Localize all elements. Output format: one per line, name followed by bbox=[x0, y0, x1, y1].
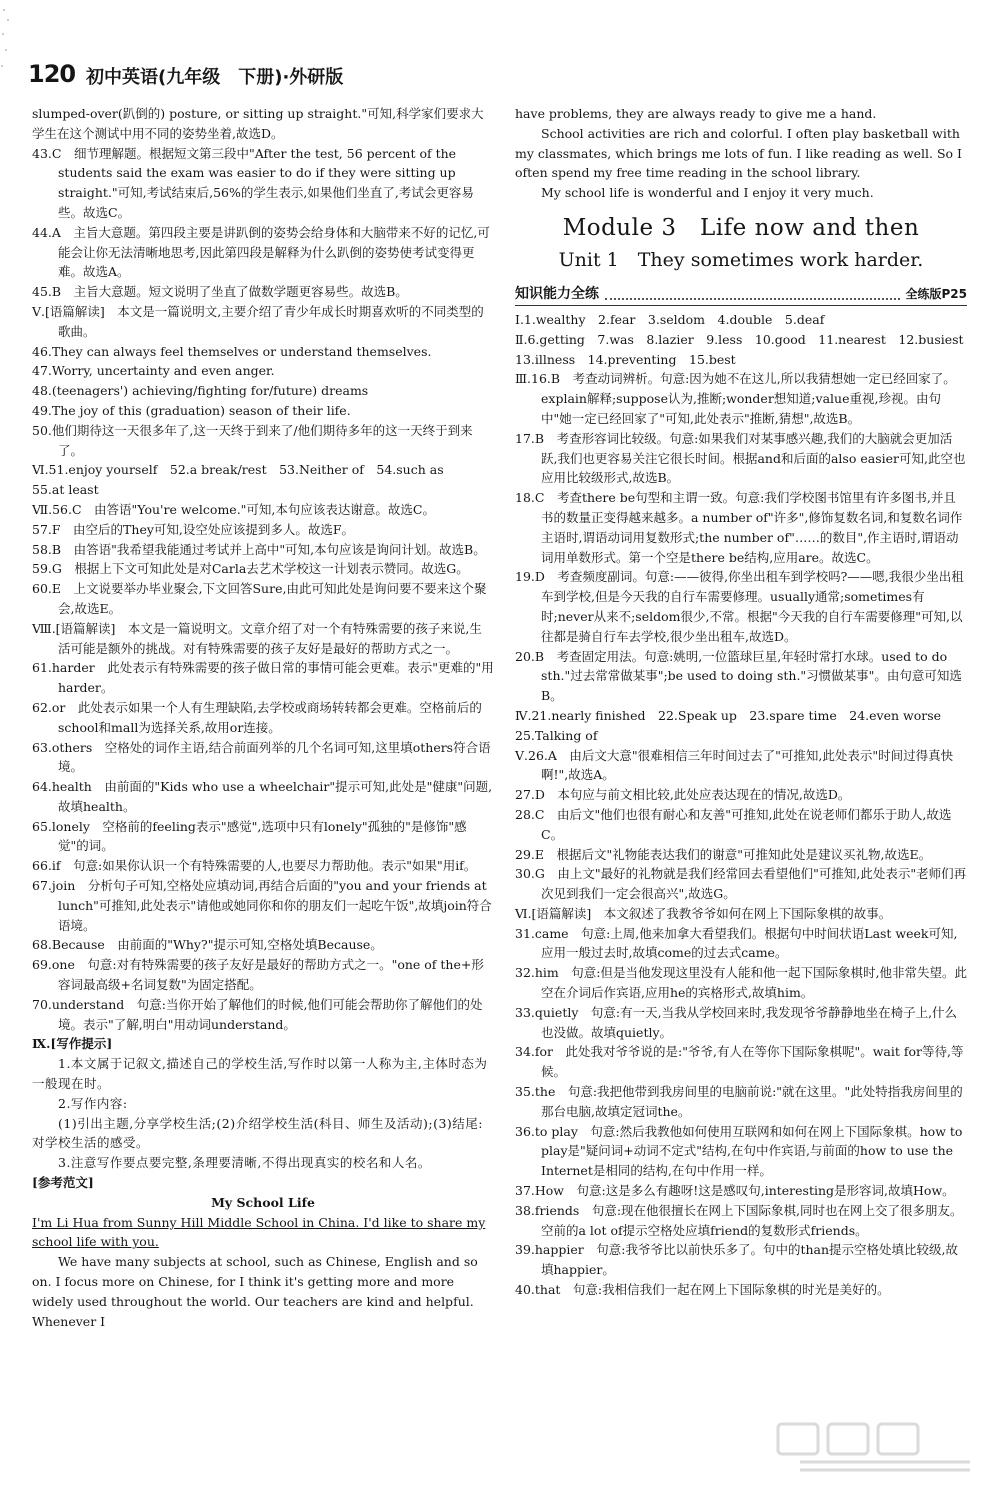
answer-item: 68.Because 由前面的"Why?"提示可知,空格处填Because。 bbox=[32, 937, 383, 953]
answer-item: 50.他们期待这一天很多年了,这一天终于到来了/他们期待多年的这一天终于到来了。 bbox=[32, 422, 473, 458]
answer-item: 65.lonely 空格前的feeling表示"感觉",选项中只有lonely"孤独的"是修饰"感觉"的词。 bbox=[32, 818, 467, 854]
right-column bbox=[515, 104, 967, 1300]
answer-item: 31.came 句意:上周,他来加拿大看望我们。根据句中时间状语Last week可知,应用一般过去时,故填come的过去式came。 bbox=[515, 925, 958, 961]
answer-item: 27.D 本句应与前文相比较,此处应表达现在的情况,故选D。 bbox=[515, 787, 851, 803]
answer-item: 34.for 此处我对爷爷说的是:"爷爷,有人在等你下国际象棋呢"。wait for等待,等候。 bbox=[515, 1044, 964, 1080]
essay-paragraph: I'm Li Hua from Sunny Hill Middle School in China. I'd like to share my school life with you. bbox=[32, 1214, 486, 1250]
answer-item: 28.C 由后文"他们也很有耐心和友善"可推知,此处在说老师们都乐于助人,故选C。 bbox=[515, 806, 952, 842]
section-bar bbox=[515, 279, 967, 306]
answer-item: 63.others 空格处的词作主语,结合前面列举的几个名词可知,这里填others符合语境。 bbox=[32, 739, 491, 775]
answer-item: 32.him 句意:但是当他发现这里没有人能和他一起下国际象棋时,他非常失望。此空在介词后作宾语,应用he的宾格形式,故填him。 bbox=[515, 965, 967, 1001]
answer-item: 67.join 分析句子可知,空格处应填动词,再结合后面的"you and your friends at lunch"可推知,此处表示"请他或她同你和你的朋友们一起吃午饭",故填join符合语境。 bbox=[32, 878, 492, 933]
answer-item: 36.to play 句意:然后我教他如何使用互联网和如何在网上下国际象棋。how to play是"疑问词+动词不定式"结构,在句中作宾语,与前面的how to use the Internet是相同的结构,在句中作用一样。 bbox=[515, 1123, 963, 1179]
writing-tip: 3.注意写作要点要完整,条理要清晰,不得出现真实的校名和人名。 bbox=[58, 1155, 431, 1171]
answer-item: 60.E 上文说要举办毕业聚会,下文回答Sure,由此可知此处是询问要不要来这个聚会,故选E。 bbox=[32, 581, 487, 616]
answer-item: Ⅲ.16.B 考查动词辨析。句意:因为她不在这儿,所以我猜想她一定已经回家了。explain解释;suppose认为,推断;wonder想知道;value重视,珍视。由句中"她一定已经回家了"可知,此处表示"推断,猜想",故选B。 bbox=[515, 371, 956, 426]
answer-item: 40.that 句意:我相信我们一起在网上下国际象棋的时光是美好的。 bbox=[515, 1282, 890, 1298]
watermark-logo bbox=[770, 1418, 990, 1478]
answer-item: 37.How 句意:这是多么有趣呀!这是感叹句,interesting是形容词,故填How。 bbox=[515, 1183, 955, 1199]
answer-item: 48.(teenagers') achieving/fighting for/future) dreams bbox=[32, 383, 369, 399]
answer-item: Ⅱ.6.getting 7.was 8.lazier 9.less 10.good 11.nearest 12.busiest bbox=[515, 331, 964, 347]
book-title: 初中英语(九年级 下册)·外研版 bbox=[86, 67, 344, 88]
answer-item: 57.F 由空后的They可知,设空处应该提到多人。故选F。 bbox=[32, 521, 355, 537]
answer-item: 39.happier 句意:我爷爷比以前快乐多了。句中的than提示空格处填比较级,故填happier。 bbox=[515, 1242, 959, 1278]
answer-item: 43.C 细节理解题。根据短文第三段中"After the test, 56 percent of the students said the exam was easier to do if they were sitting up straight."可知,考试结束后,56%的学生表示,如果他们坐直了,考试会更容易些。故选C。 bbox=[32, 145, 474, 220]
writing-tips-heading: Ⅸ.[写作提示] bbox=[32, 1036, 113, 1052]
answer-item: 19.D 考查频度副词。句意:——彼得,你坐出租车到学校吗?——嗯,我很少坐出租车到学校,但是今天我的自行车需要修理。usually通常;sometimes有时;never从来不;seldom很少,不常。根据"今天我的自行车需要修理"可知,以往都是骑自行车去学校,很少坐出租车,故选D。 bbox=[515, 569, 964, 644]
answer-item: 44.A 主旨大意题。第四段主要是讲趴倒的姿势会给身体和大脑带来不好的记忆,可能会让你无法清晰地思考,因此第四段是解释为什么趴倒的姿势使考试变得更难。故选A。 bbox=[32, 224, 490, 280]
passage-note: Ⅵ.[语篇解读] 本文叙述了我教爷爷如何在网上下国际象棋的故事。 bbox=[515, 905, 892, 921]
section-title: 知识能力全练 bbox=[515, 286, 599, 303]
answer-item: 25.Talking of bbox=[515, 727, 598, 743]
answer-item: 59.G 根据上下文可知此处是对Carla去艺术学校这一计划表示赞同。故选G。 bbox=[32, 561, 469, 577]
answer-item: 58.B 由答语"我希望我能通过考试并上高中"可知,本句应该是询问计划。故选B。 bbox=[32, 541, 486, 557]
page-header bbox=[28, 52, 508, 94]
answer-item: 66.if 句意:如果你认识一个有特殊需要的人,也要尽力帮助他。表示"如果"用if。 bbox=[32, 858, 477, 874]
answer-item: 17.B 考查形容词比较级。句意:如果我们对某事感兴趣,我们的大脑就会更加活跃,我们也更容易关注它很长时间。根据and和后面的also easier可知,此空也应用比较级形式,故选B。 bbox=[515, 430, 966, 486]
sample-essay-heading: [参考范文] bbox=[32, 1175, 94, 1191]
answer-item: 45.B 主旨大意题。短文说明了坐直了做数学题更容易些。故选B。 bbox=[32, 284, 408, 300]
answer-item: Ⅳ.21.nearly finished 22.Speak up 23.spare time 24.even worse bbox=[515, 707, 942, 723]
essay-paragraph: School activities are rich and colorful. I often play basketball with my classmates, which brings me lots of fun. I like reading as well. So I often spend my free time reading in the school library. bbox=[515, 125, 962, 181]
passage-note: Ⅴ.[语篇解读] 本文是一篇说明文,主要介绍了青少年成长时期喜欢听的不同类型的歌曲。 bbox=[32, 303, 484, 339]
unit-title: Unit 1 They sometimes work harder. bbox=[558, 248, 924, 271]
answer-item: 47.Worry, uncertainty and even anger. bbox=[32, 363, 275, 379]
answer-item: slumped-over(趴倒的) posture, or sitting up straight."可知,科学家们要求大学生在这个测试中用不同的姿势坐着,故选D。 bbox=[32, 106, 484, 141]
answer-item: Ⅵ.51.enjoy yourself 52.a break/rest 53.Neither of 54.such as bbox=[32, 462, 444, 478]
dotted-leader bbox=[605, 298, 900, 300]
answer-item: 13.illness 14.preventing 15.best bbox=[515, 351, 736, 367]
essay-paragraph: We have many subjects at school, such as Chinese, English and so on. I focus more on Chinese, for I think it's getting more and more widely used throughout the world. Our teachers are kind and helpful. Whenever I bbox=[32, 1254, 478, 1329]
answer-item: 35.the 句意:我把他带到我房间里的电脑前说:"就在这里。"此处特指我房间里的那台电脑,故填定冠词the。 bbox=[515, 1084, 963, 1119]
answer-item: 61.harder 此处表示有特殊需要的孩子做日常的事情可能会更难。表示"更难的"用harder。 bbox=[32, 660, 494, 696]
answer-item: 62.or 此处表示如果一个人有生理缺陷,去学校或商场转转都会更难。空格前后的school和mall为选择关系,故用or连接。 bbox=[32, 699, 482, 735]
answer-item: Ⅶ.56.C 由答语"You're welcome."可知,本句应该表达谢意。故选C。 bbox=[32, 501, 435, 517]
essay-paragraph: My school life is wonderful and I enjoy it very much. bbox=[541, 185, 874, 201]
section-ref: 全练版P25 bbox=[905, 287, 967, 302]
left-column bbox=[32, 104, 494, 1331]
module-title: Module 3 Life now and then bbox=[562, 214, 920, 241]
writing-tip: (1)引出主题,分享学校生活;(2)介绍学校生活(科目、师生及活动);(3)结尾:对学校生活的感受。 bbox=[32, 1115, 483, 1151]
answer-item: 18.C 考查there be句型和主谓一致。句意:我们学校图书馆里有许多图书,并且书的数量正变得越来越多。a number of"许多",修饰复数名词,和复数名词作主语时,谓语动词用复数形式;the number of"……的数目",作主语时,谓语动词用单数形式。第一个空是there be结构,应用are。故选C。 bbox=[515, 490, 963, 565]
answer-item: 38.friends 句意:现在他很擅长在网上下国际象棋,同时也在网上交了很多朋友。空前的a lot of提示空格处应填friend的复数形式friends。 bbox=[515, 1202, 963, 1238]
essay-title: My School Life bbox=[211, 1194, 315, 1210]
answer-item: Ⅴ.26.A 由后文大意"很难相信三年时间过去了"可推知,此处表示"时间过得真快啊!",故选A。 bbox=[515, 747, 954, 783]
page-edge-mark bbox=[0, 0, 18, 90]
writing-tip: 2.写作内容: bbox=[58, 1095, 128, 1111]
answer-item: 30.G 由上文"最好的礼物就是我们经常回去看望他们"可推知,此处表示"老师们再次见到我们一定会很高兴",故选G。 bbox=[515, 866, 967, 902]
answer-item: 64.health 由前面的"Kids who use a wheelchair"提示可知,此处是"健康"问题,故填health。 bbox=[32, 779, 493, 814]
answer-item: 70.understand 句意:当你开始了解他们的时候,他们可能会帮助你了解他们的处境。表示"了解,明白"用动词understand。 bbox=[32, 996, 483, 1032]
answer-item: Ⅰ.1.wealthy 2.fear 3.seldom 4.double 5.deaf bbox=[515, 311, 825, 327]
answer-item: 55.at least bbox=[32, 482, 99, 498]
passage-note: Ⅷ.[语篇解读] 本文是一篇说明文。文章介绍了对一个有特殊需要的孩子来说,生活可能是额外的挑战。对有特殊需要的孩子友好是最好的帮助方式之一。 bbox=[32, 620, 482, 656]
answer-item: 29.E 根据后文"礼物能表达我们的谢意"可推知此处是建议买礼物,故选E。 bbox=[515, 846, 932, 862]
answer-item: 20.B 考查固定用法。句意:姚明,一位篮球巨星,年轻时常打水球。used to do sth."过去常常做某事";be used to doing sth."习惯做某事"。由句意可知选B。 bbox=[515, 648, 962, 704]
answer-item: 33.quietly 句意:有一天,当我从学校回来时,我发现爷爷静静地坐在椅子上,什么也没做。故填quietly。 bbox=[515, 1004, 958, 1040]
essay-paragraph: have problems, they are always ready to give me a hand. bbox=[515, 106, 877, 121]
answer-item: 46.They can always feel themselves or understand themselves. bbox=[32, 343, 432, 359]
writing-tip: 1.本文属于记叙文,描述自己的学校生活,写作时以第一人称为主,主体时态为一般现在时。 bbox=[32, 1056, 488, 1092]
answer-item: 69.one 句意:对有特殊需要的孩子友好是最好的帮助方式之一。"one of the+形容词最高级+名词复数"为固定搭配。 bbox=[32, 957, 484, 993]
page-number: 120 bbox=[28, 60, 76, 88]
answer-item: 49.The joy of this (graduation) season of their life. bbox=[32, 402, 351, 418]
